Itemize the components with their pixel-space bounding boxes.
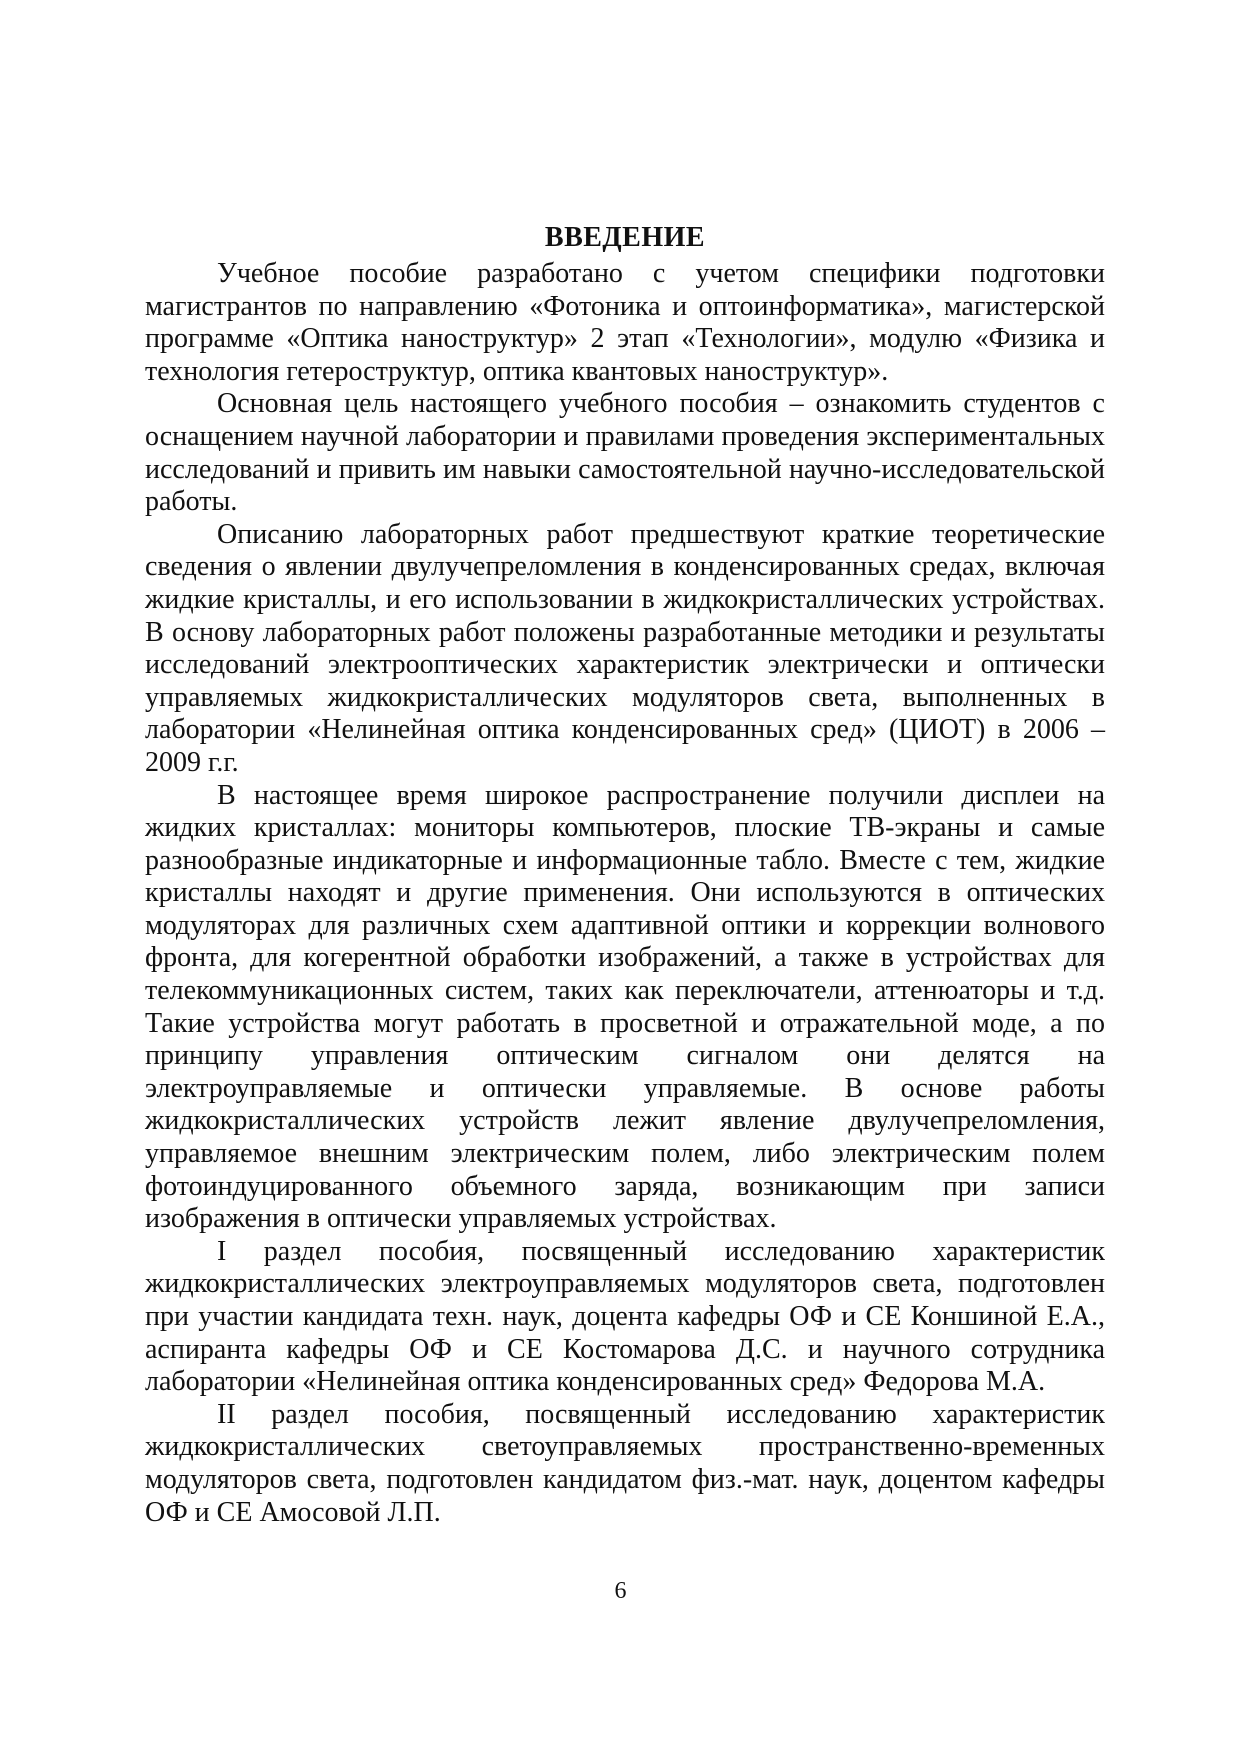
page-number: 6 bbox=[614, 1578, 627, 1604]
paragraph-applications: В настоящее время широкое распространение получили дисплеи на жидких кристаллах: мониторы компьютеров, плоские ТВ-экраны и самые разнообразные индикаторные и информационные табло. Вместе с тем, жидкие кристаллы находят и другие применения. Они используются в оптических модуляторах для различных схем адаптивной оптики и коррекции волнового фронта, для когерентной обработки изображений, а также в устройствах для телекоммуникационных систем, таких как переключатели, аттенюаторы и т.д. Такие устройства могут работать в просветной и отражательной моде, а по принципу управления оптическим сигналом они делятся на электроуправляемые и оптически управляемые. В основе работы жидкокристаллических устройств лежит явление двулучепреломления, управляемое внешним электрическим полем, либо электрическим полем фотоиндуцированного объемного заряда, возникающим при записи изображения в оптически управляемых устройствах. bbox=[145, 779, 1105, 1235]
paragraph-purpose: Учебное пособие разработано с учетом специфики подготовки магистрантов по направлению «Фотоника и оптоинформатика», магистерской программе «Оптика наноструктур» 2 этап «Технологии», модулю «Физика и технология гетероструктур, оптика квантовых наноструктур». bbox=[145, 258, 1105, 387]
paragraph-goal: Основная цель настоящего учебного пособия – ознакомить студентов с оснащением научной лаборатории и правилами проведения экспериментальных исследований и привить им навыки самостоятельной научно-исследовательской работы. bbox=[145, 388, 1105, 518]
page-content bbox=[145, 222, 1105, 1529]
paragraph-theory: Описанию лабораторных работ предшествуют краткие теоретические сведения о явлении двулучепреломления в конденсированных средах, включая жидкие кристаллы, и его использовании в жидкокристаллических устройствах. В основу лабораторных работ положены разработанные методики и результаты исследований электрооптических характеристик электрически и оптически управляемых жидкокристаллических модуляторов света, выполненных в лаборатории «Нелинейная оптика конденсированных сред» (ЦИОТ) в 2006 – 2009 г.г. bbox=[145, 518, 1105, 778]
section-heading: ВВЕДЕНИЕ bbox=[544, 222, 706, 253]
paragraph-section-one: I раздел пособия, посвященный исследованию характеристик жидкокристаллических электроуправляемых модуляторов света, подготовлен при участии кандидата техн. наук, доцента кафедры ОФ и СЕ Коншиной Е.А., аспиранта кафедры ОФ и СЕ Костомарова Д.С. и научного сотрудника лаборатории «Нелинейная оптика конденсированных сред» Федорова М.А. bbox=[145, 1235, 1105, 1398]
paragraph-section-two: II раздел пособия, посвященный исследованию характеристик жидкокристаллических светоуправляемых пространственно-временных модуляторов света, подготовлен кандидатом физ.-мат. наук, доцентом кафедры ОФ и СЕ Амосовой Л.П. bbox=[145, 1398, 1105, 1528]
